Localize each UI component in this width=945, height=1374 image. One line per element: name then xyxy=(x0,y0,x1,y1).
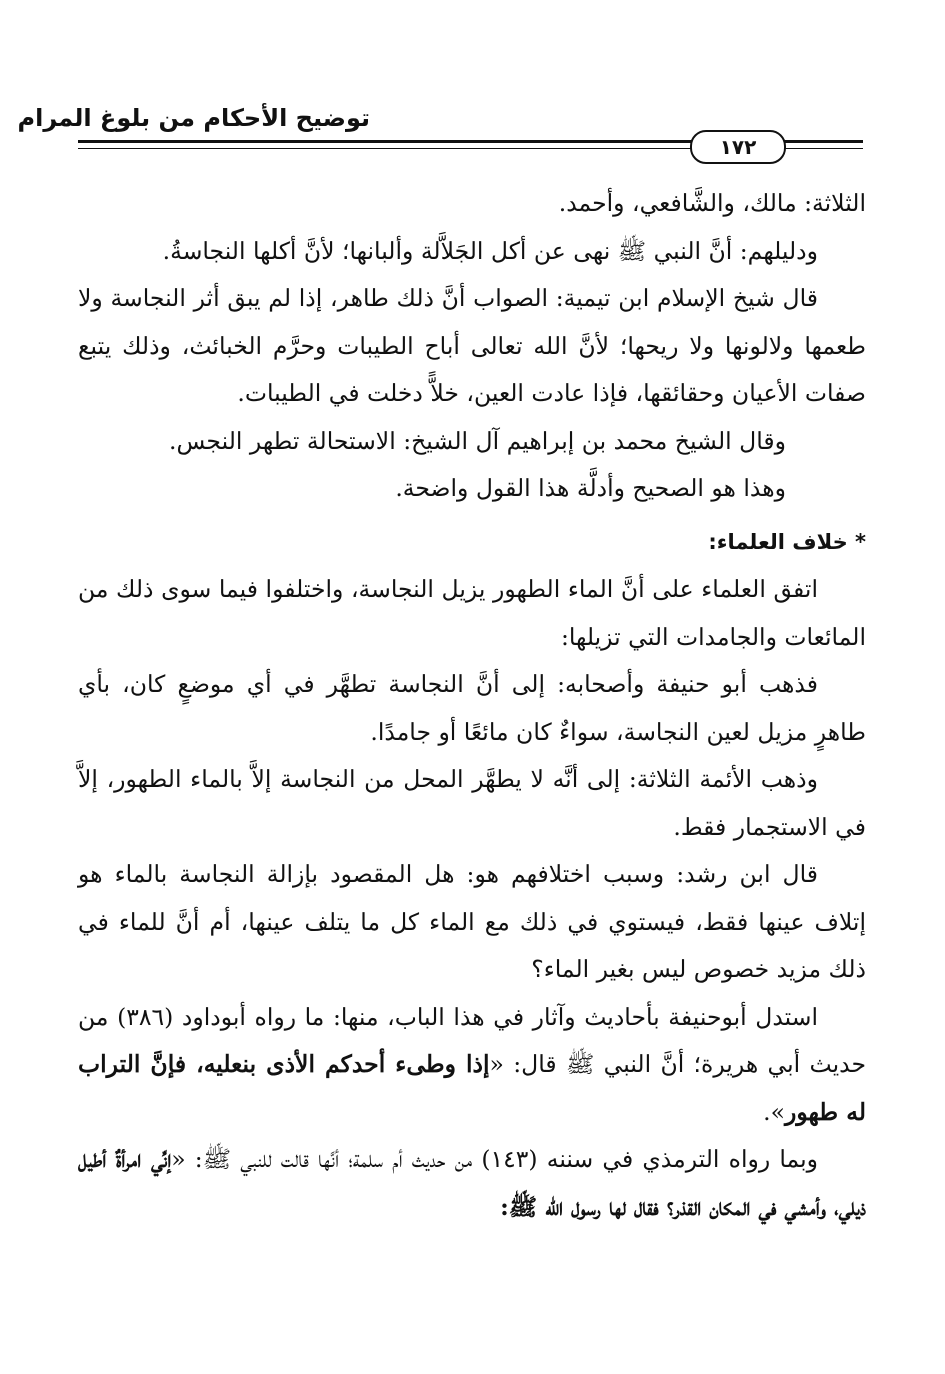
paragraph: اتفق العلماء على أنَّ الماء الطهور يزيل النجاسة، واختلفوا فيما سوى ذلك من المائعات والجامدات التي تزيلها: xyxy=(78,575,866,651)
paragraph xyxy=(78,1136,866,1231)
body-text xyxy=(78,180,866,1231)
hadith-quote: إنِّي امرأةٌ أطيل ذيلي، وأمشي في المكان القذر؟ فقال لها رسول الله ﷺ: xyxy=(78,1145,866,1221)
paragraph: قال ابن رشد: وسبب اختلافهم هو: هل المقصود بإزالة النجاسة بالماء هو إتلاف عينها فقط، فيستوي في ذلك مع الماء كل ما يتلف عينها، أم أنَّ للماء في ذلك مزيد خصوص ليس بغير الماء؟ xyxy=(78,860,866,983)
section-heading: * خلاف العلماء: xyxy=(708,529,866,554)
paragraph: ودليلهم: أنَّ النبي ﷺ نهى عن أكل الجَلاَّلة وألبانها؛ لأنَّ أكلها النجاسةُ. xyxy=(162,236,818,265)
running-head-title: توضيح الأحكام من بلوغ المرام xyxy=(17,104,370,132)
paragraph xyxy=(78,994,866,1137)
paragraph: الثلاثة: مالك، والشَّافعي، وأحمد. xyxy=(558,189,866,217)
paragraph-text: استدل أبوحنيفة بأحاديث وآثار في هذا الباب، منها: ما رواه أبوداود (٣٨٦) من حديث أبي هريرة؛ أنَّ النبي ﷺ قال: « xyxy=(78,1002,866,1078)
paragraph-text: وبما رواه الترمذي في سننه (١٤٣) من حديث أم سلمة؛ أنَّها قالت للنبي ﷺ: « xyxy=(171,1145,818,1173)
hadith-quote: إذا وطىء أحدكم الأذى بنعليه، فإنَّ التراب له طهور xyxy=(78,1050,866,1126)
page-number: ١٧٢ xyxy=(690,130,786,164)
paragraph: وذهب الأئمة الثلاثة: إلى أنَّه لا يطهَّر المحل من النجاسة إلاَّ بالماء الطهور، إلاَّ في الاستجمار فقط. xyxy=(78,765,866,841)
paragraph: وهذا هو الصحيح وأدلَّة هذا القول واضحة. xyxy=(395,474,786,502)
paragraph: فذهب أبو حنيفة وأصحابه: إلى أنَّ النجاسة تطهَّر في أي موضعٍ كان، بأي طاهرٍ مزيل لعين النجاسة، سواءٌ كان مائعًا أو جامدًا. xyxy=(78,670,866,746)
paragraph: قال شيخ الإسلام ابن تيمية: الصواب أنَّ ذلك طاهر، إذا لم يبق أثر النجاسة ولا طعمها ولالونها ولا ريحها؛ لأنَّ الله تعالى أباح الطيبات وحرَّم الخبائث، وذلك يتبع صفات الأعيان وحقائقها، فإذا عادت العين، خلاًّ دخلت في الطيبات. xyxy=(78,284,866,407)
paragraph: وقال الشيخ محمد بن إبراهيم آل الشيخ: الاستحالة تطهر النجس. xyxy=(169,426,786,455)
paragraph-text: ». xyxy=(763,1097,786,1126)
